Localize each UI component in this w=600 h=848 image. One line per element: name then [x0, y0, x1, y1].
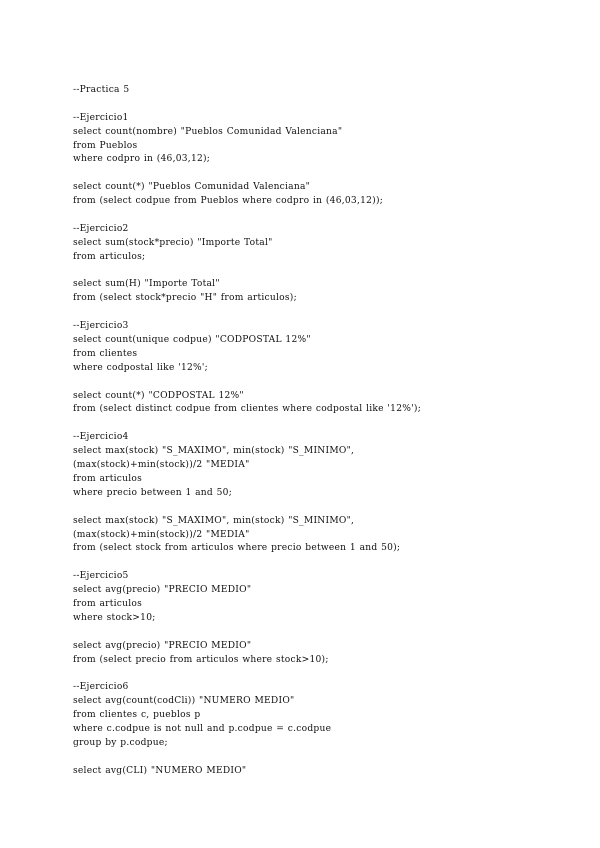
- code-line: from (select stock*precio "H" from articulos);: [73, 293, 297, 304]
- code-line: from (select codpue from Pueblos where codpro in (46,03,12));: [73, 196, 384, 207]
- code-line: where codpro in (46,03,12);: [73, 154, 211, 165]
- code-line: where precio between 1 and 50;: [73, 487, 233, 498]
- blank-line: [73, 751, 593, 765]
- code-line: select avg(precio) "PRECIO MEDIO": [73, 640, 252, 651]
- code-line: where codpostal like '12%';: [73, 362, 208, 373]
- blank-line: [73, 376, 593, 390]
- code-line: from clientes c, pueblos p: [73, 710, 201, 721]
- code-line: select sum(stock*precio) "Importe Total": [73, 237, 273, 248]
- code-comment-line: --Ejercicio2: [73, 223, 129, 234]
- code-comment-line: --Ejercicio5: [73, 571, 129, 582]
- code-comment-line: --Practica 5: [73, 85, 130, 95]
- code-line: from (select precio from articulos where stock>10);: [73, 654, 329, 665]
- blank-line: [73, 556, 593, 570]
- code-comment-line: --Ejercicio1: [73, 112, 129, 123]
- blank-line: [73, 209, 593, 223]
- blank-line: [73, 98, 593, 112]
- code-line: select sum(H) "Importe Total": [73, 279, 220, 290]
- blank-line: [73, 667, 593, 681]
- code-line: from articulos: [73, 473, 143, 484]
- blank-line: [73, 501, 593, 515]
- code-comment-line: --Ejercicio4: [73, 432, 129, 443]
- code-line: select count(nombre) "Pueblos Comunidad Valenciana": [73, 126, 343, 137]
- code-line: select avg(CLI) "NUMERO MEDIO": [73, 765, 247, 776]
- blank-line: [73, 167, 593, 181]
- code-listing: [73, 84, 593, 779]
- code-line: from (select distinct codpue from clientes where codpostal like '12%');: [73, 404, 422, 415]
- code-line: group by p.codpue;: [73, 737, 168, 748]
- blank-line: [73, 626, 593, 640]
- code-line: (max(stock)+min(stock))/2 "MEDIA": [73, 460, 250, 471]
- code-line: select avg(count(codCli)) "NUMERO MEDIO": [73, 696, 295, 707]
- code-line: from (select stock from articulos where precio between 1 and 50);: [73, 543, 401, 554]
- code-line: select count(*) "Pueblos Comunidad Valenciana": [73, 182, 311, 193]
- code-comment-line: --Ejercicio3: [73, 321, 129, 332]
- code-line: select max(stock) "S_MAXIMO", min(stock) "S_MINIMO",: [73, 515, 355, 526]
- code-line: from articulos: [73, 598, 143, 609]
- blank-line: [73, 265, 593, 279]
- code-line: from clientes: [73, 348, 138, 359]
- code-line: select count(unique codpue) "CODPOSTAL 12%": [73, 335, 311, 346]
- code-line: from articulos;: [73, 251, 146, 262]
- code-line: select count(*) "CODPOSTAL 12%": [73, 390, 244, 401]
- blank-line: [73, 306, 593, 320]
- code-line: where stock>10;: [73, 612, 156, 623]
- code-line: where c.codpue is not null and p.codpue = c.codpue: [73, 723, 332, 734]
- code-line: select avg(precio) "PRECIO MEDIO": [73, 585, 252, 596]
- blank-line: [73, 417, 593, 431]
- code-line: from Pueblos: [73, 140, 138, 151]
- code-line: select max(stock) "S_MAXIMO", min(stock) "S_MINIMO",: [73, 446, 355, 457]
- code-comment-line: --Ejercicio6: [73, 682, 129, 693]
- code-line: (max(stock)+min(stock))/2 "MEDIA": [73, 529, 250, 540]
